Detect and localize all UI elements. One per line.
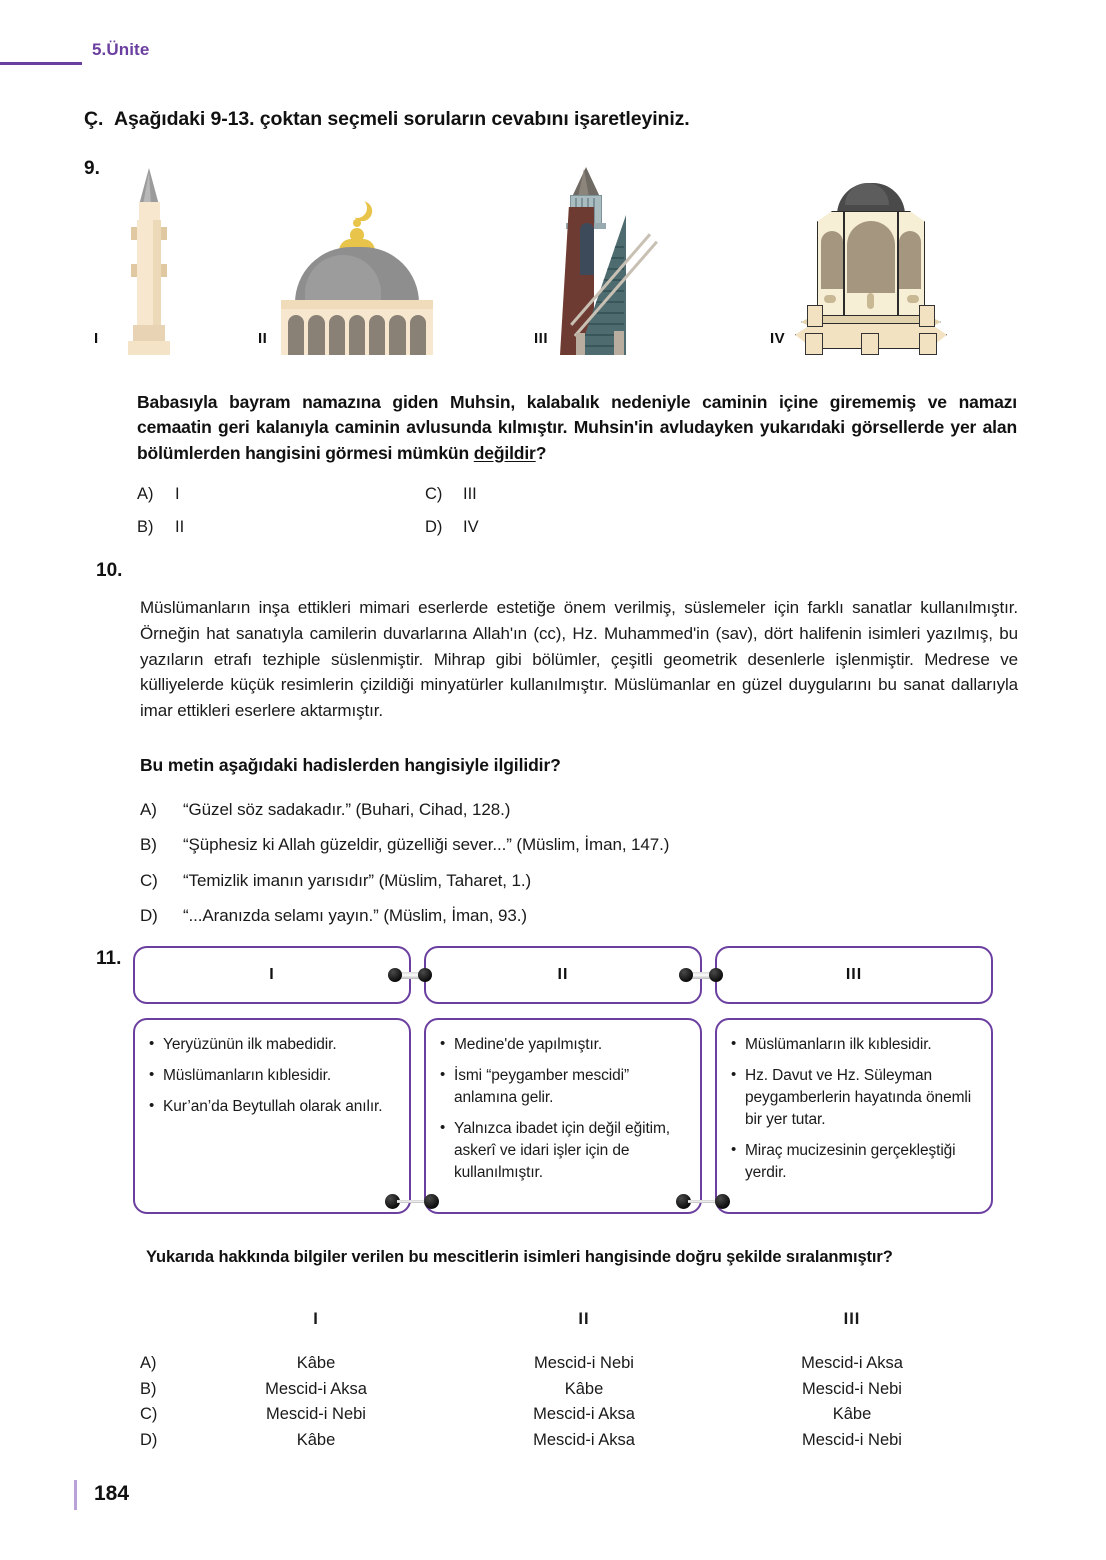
domed-mosque-icon	[281, 200, 441, 355]
option-b-text: II	[175, 518, 185, 536]
footer-rule	[74, 1480, 77, 1510]
cell: Kâbe	[296, 1354, 336, 1372]
minaret-icon	[120, 173, 178, 355]
connector-dot-icon	[715, 1194, 730, 1209]
option-d[interactable]	[140, 898, 1020, 933]
figure-label-3: III	[534, 330, 549, 347]
option-b-label: B)	[137, 518, 154, 536]
option-b[interactable]	[137, 511, 425, 544]
question-10-options	[140, 792, 1020, 933]
option-c[interactable]	[425, 478, 477, 511]
cell: Mescid-i Aksa	[533, 1405, 635, 1424]
row-label-b: B)	[140, 1379, 157, 1398]
figure-label-2: II	[258, 330, 268, 347]
unit-label: 5.Ünite	[92, 40, 150, 59]
cell: Mescid-i Aksa	[801, 1354, 903, 1372]
option-a-label: A)	[137, 485, 154, 503]
question-9-options	[137, 478, 697, 544]
sadirvan-icon	[791, 165, 951, 355]
diagram-heading-3: III	[715, 946, 993, 1004]
list-item: • Müslümanların kıblesidir.	[149, 1065, 397, 1087]
list-item: • Kur’an’da Beytullah olarak anılır.	[149, 1096, 397, 1118]
list-item: • Hz. Davut ve Hz. Süleyman peygamberlerin hayatında önemli bir yer tutar.	[731, 1065, 979, 1131]
connector-link-icon	[679, 967, 723, 983]
question-10-passage: Müslümanların inşa ettikleri mimari eserlerde estetiğe önem verilmiş, süslemeler için farklı sanatlar kullanılmıştır. Örneğin hat sanatıyla camilerin duvarlarına Allah'ın (cc), Hz. Muhammed'in (sav), dört halifenin isimleri yazılmış, bu yazıların etrafı tezhiple süslenmiştir. Mihrap gibi bölümler, çeşitli geometrik desenlerle işlenmiştir. Medrese ve külliyelerde küçük resimlerin çizildiği minyatürler kullanılmıştır. Müslümanlar en güzel duygularını bu sanat dallarıyla imar ettikleri eserlere aktarmıştır.	[140, 598, 1018, 721]
row-label-a: A)	[140, 1354, 157, 1372]
connector-link-icon	[388, 967, 432, 983]
cell: Kâbe	[296, 1430, 336, 1449]
option-b-label: B)	[140, 835, 157, 855]
cell: Mescid-i Aksa	[533, 1430, 635, 1449]
list-item: • Yeryüzünün ilk mabedidir.	[149, 1034, 397, 1056]
cell: Mescid-i Nebi	[534, 1354, 634, 1372]
connector-dot-icon	[424, 1194, 439, 1209]
diagram-heading-1: I	[133, 946, 411, 1004]
option-c-text: “Temizlik imanın yarısıdır” (Müslim, Taharet, 1.)	[183, 870, 532, 890]
diagram-body-1	[133, 1018, 411, 1214]
diagram-column-3	[715, 946, 993, 1004]
option-row	[137, 478, 697, 511]
option-d-text: “...Aranızda selamı yayın.” (Müslim, İman, 93.)	[183, 906, 527, 926]
figure-label-1: I	[94, 330, 99, 347]
cell: Mescid-i Aksa	[265, 1379, 367, 1398]
table-header-row	[140, 1310, 1010, 1329]
option-c-text: III	[463, 485, 477, 503]
list-item: • Miraç mucizesinin gerçekleştiği yerdir.	[731, 1140, 979, 1184]
table-header-3: III	[843, 1310, 861, 1328]
list-item: • İsmi “peygamber mescidi” anlamına gelir.	[440, 1065, 688, 1109]
list-item: • Müslümanların ilk kıblesidir.	[731, 1034, 979, 1056]
table-row[interactable]	[140, 1377, 1010, 1403]
q9-stem-text: Babasıyla bayram namazına giden Muhsin, kalabalık nedeniyle caminin içine girememiş ve namazı cemaatin geri kalanıyla caminin avlusunda kılmıştır. Muhsin'in avludayken yukarıdaki görsellerde yer alan bölümlerden hangisini görmesi mümkün	[137, 392, 1017, 463]
table-row[interactable]	[140, 1428, 1010, 1454]
option-d-label: D)	[425, 518, 443, 536]
option-d-label: D)	[140, 906, 158, 926]
question-10-ask: Bu metin aşağıdaki hadislerden hangisiyle ilgilidir?	[140, 755, 561, 775]
cell: Mescid-i Nebi	[266, 1405, 366, 1424]
option-a[interactable]	[137, 478, 425, 511]
list-item: • Yalnızca ibadet için değil eğitim, askerî ve idari işler için de kullanılmıştır.	[440, 1118, 688, 1184]
option-a-text: “Güzel söz sadakadır.” (Buhari, Cihad, 128.)	[183, 800, 511, 819]
option-c-label: C)	[425, 485, 443, 503]
instruction-text: Aşağıdaki 9-13. çoktan seçmeli soruların cevabını işaretleyiniz.	[114, 108, 690, 130]
option-d[interactable]	[425, 511, 479, 544]
diagram-column-2	[424, 946, 702, 1004]
figure-label-4: IV	[770, 330, 786, 347]
q9-stem-emphasis: değildir	[473, 442, 536, 463]
diagram-body-2	[424, 1018, 702, 1214]
option-a-label: A)	[140, 800, 157, 819]
question-10-number: 10.	[96, 560, 123, 581]
question-11-number: 11.	[96, 948, 122, 969]
option-a-text: I	[175, 485, 180, 503]
diagram-column-1	[133, 946, 411, 1004]
question-11-diagram	[133, 946, 993, 1231]
table-row[interactable]	[140, 1351, 1010, 1377]
cell: Mescid-i Nebi	[802, 1430, 902, 1449]
cell: Kâbe	[832, 1405, 872, 1424]
row-label-c: C)	[140, 1405, 158, 1424]
diagram-body-3	[715, 1018, 993, 1214]
q9-stem-tail: ?	[535, 442, 547, 463]
question-11-answer-table	[140, 1310, 1010, 1453]
section-instruction	[84, 108, 1044, 131]
cell: Mescid-i Nebi	[802, 1379, 902, 1398]
table-header-2: II	[578, 1310, 590, 1328]
table-row[interactable]	[140, 1402, 1010, 1428]
question-9-number: 9.	[84, 158, 100, 179]
cell: Kâbe	[564, 1379, 604, 1398]
page-number: 184	[94, 1482, 130, 1505]
option-c[interactable]	[140, 863, 1020, 898]
diagram-heading-2: II	[424, 946, 702, 1004]
option-a[interactable]	[140, 792, 1020, 827]
table-header-spacer	[140, 1310, 182, 1329]
option-c-label: C)	[140, 870, 158, 890]
table-header-1: I	[313, 1310, 319, 1328]
option-d-text: IV	[463, 518, 479, 536]
option-b[interactable]	[140, 827, 1020, 862]
question-11-stem: Yukarıda hakkında bilgiler verilen bu mescitlerin isimleri hangisinde doğru şekilde sıralanmıştır?	[146, 1248, 893, 1266]
option-b-text: “Şüphesiz ki Allah güzeldir, güzelliği sever...” (Müslim, İman, 147.)	[183, 835, 670, 855]
instruction-letter: Ç.	[84, 108, 104, 130]
minbar-icon	[556, 170, 636, 355]
list-item: • Medine'de yapılmıştır.	[440, 1034, 688, 1056]
row-label-d: D)	[140, 1430, 158, 1449]
option-row	[137, 511, 697, 544]
question-9-figures	[86, 160, 1046, 355]
question-9-stem	[137, 390, 1017, 466]
